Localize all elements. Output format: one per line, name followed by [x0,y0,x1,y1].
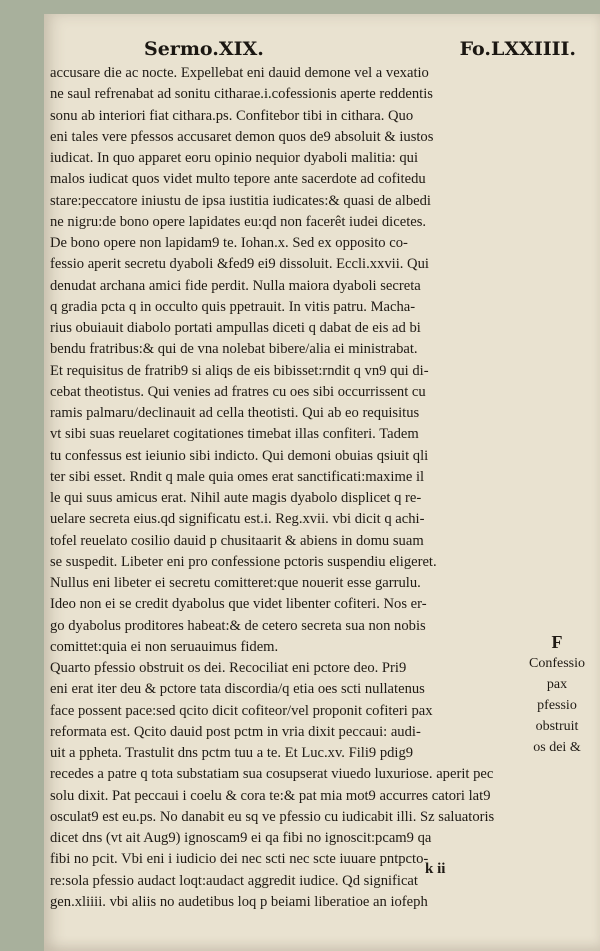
text-line: eni erat iter deu & pctore tata discordia/q etia oes scti nullatenus [50,681,425,698]
text-line: q gradia pcta q in occulto quis ppetrauit. In vitis patru. Macha- [50,298,416,315]
text-line: cebat theotistus. Qui venies ad fratres cu oes sibi occurrissent cu [50,383,426,400]
text-line: denudat archana amici fide perdit. Nulla maiora dyaboli secreta [50,277,421,294]
folio-number: Fo.LXXIIII. [459,38,576,60]
text-line: Ideo non ei se credit dyabolus que videt libenter cofiteri. Nos er- [50,596,427,613]
text-line: se suspedit. Libeter eni pro confessione pctoris suspendiu eligeret. [50,553,437,570]
margin-note: Confessio [529,656,585,671]
margin-note: F [551,632,563,652]
text-line: eni tales vere pfessos accusaret demon quos de9 absoluit & iustos [50,128,434,145]
text-line: stare:peccatore iniustu de ipsa iustitia iudicates:& quasi de albedi [50,192,431,209]
text-line: ne nigru:de bono opere lapidates eu:qd non facerêt iudei dicetes. [50,213,427,230]
text-line: rius obuiauit diabolo portati ampullas diceti q dabat de eis ad bi [50,320,421,336]
text-line: comittet:quia ei non seruauimus fidem. [50,638,279,655]
text-line: reformata est. Qcito dauid post pctm in vria dixit peccaui: audi- [50,723,421,740]
text-line: iudicat. In quo apparet eoru opinio nequior dyaboli malitia: qui [50,150,418,166]
text-line: Et requisitus de fratrib9 si aliqs de eis bibisset:rndit q vn9 qui di- [50,362,429,379]
text-line: dicet dns (vt ait Aug9) ignoscam9 ei qa fibi no ignoscit:pcam9 qa [50,830,432,846]
margin-note: os dei & [533,740,581,755]
text-line: fibi no pcit. Vbi eni i iudicio dei nec scti nec scte iuuare pntpcto- [50,851,429,868]
text-line: tofel reuelato cosilio dauid p chusitaarit & abiens in domu suam [50,532,424,549]
text-line: vt sibi suas reuelaret cogitationes timebat illas confiteri. Tadem [50,426,419,443]
text-line: ne saul refrenabat ad sonitu citharae.i.cofessionis aperte reddentis [50,86,433,103]
text-line: malos iudicat quos videt multo tepore ante sacerdote ad cofitedu [50,171,426,188]
text-line: face possent pace:sed qcito dicit cofiteor/vel proponit cofiteri pax [50,702,433,719]
text-line: sonu ab interiori fiat cithara.ps. Confitebor tibi in cithara. Quo [50,107,414,124]
margin-note: obstruit [535,719,579,734]
text-line: osculat9 est eu.ps. No danabit eu sq ve pfessio cu iudicabit illi. Sz saluatoris [50,808,495,825]
text-line: uit a ppheta. Trastulit dns pctm tuu a te. Et Luc.xv. Fili9 pdig9 [50,745,414,761]
text-line: tu confessus est ieiunio sibi indicto. Qui demoni obuias qsiuit qli [50,447,429,464]
text-line: go dyabolus proditores habeat:& de cetero secreta sua non nobis [50,617,426,634]
text-line: re:sola pfessio audact loqt:audact aggredit iudice. Qd significat [50,872,418,889]
sermon-number: Sermo.XIX. [144,38,264,60]
text-line: Nullus eni libeter ei secretu comitteret:que nouerit esse garrulu. [50,575,421,591]
text-line: bendu fratribus:& qui de vna nolebat bibere/alia ei ministrabat. [50,341,418,358]
text-line: ramis palmaru/declinauit ad cella theotisti. Qui ab eo requisitus [50,405,420,421]
text-line: le qui suus amicus erat. Nihil aute magis dyabolo displicet q re- [50,490,422,506]
margin-notes [522,632,592,758]
text-line: gen.xliiii. vbi aliis no audetibus loq p beiami liberatioe an iofeph [50,893,428,910]
text-line: Quarto pfessio obstruit os dei. Recociliat eni pctore deo. Pri9 [50,660,407,676]
text-line: fessio aperit secretu dyaboli &fed9 ei9 dissoluit. Eccli.xxvii. Qui [50,256,429,273]
margin-note: pfessio [537,698,577,713]
margin-note: pax [546,677,568,692]
text-line: recedes a patre q tota substatiam sua cosupserat viuedo luxuriose. aperit pec [50,766,494,783]
text-line: De bono opere non lapidam9 te. Iohan.x. Sed ex opposito co- [50,235,408,251]
signature-mark: k ii [425,861,446,877]
body-text [50,63,520,913]
text-line: solu dixit. Pat peccaui i coelu & cora te:& pat mia mot9 accurres catori lat9 [50,787,491,804]
text-line: uelare secreta eius.qd significatu est.i. Reg.xvii. vbi dicit q achi- [50,511,425,528]
text-line: accusare die ac nocte. Expellebat eni dauid demone vel a vexatio [50,65,429,81]
text-line: ter sibi esset. Rndit q male quia omes erat sanctificati:maxime il [50,468,425,485]
